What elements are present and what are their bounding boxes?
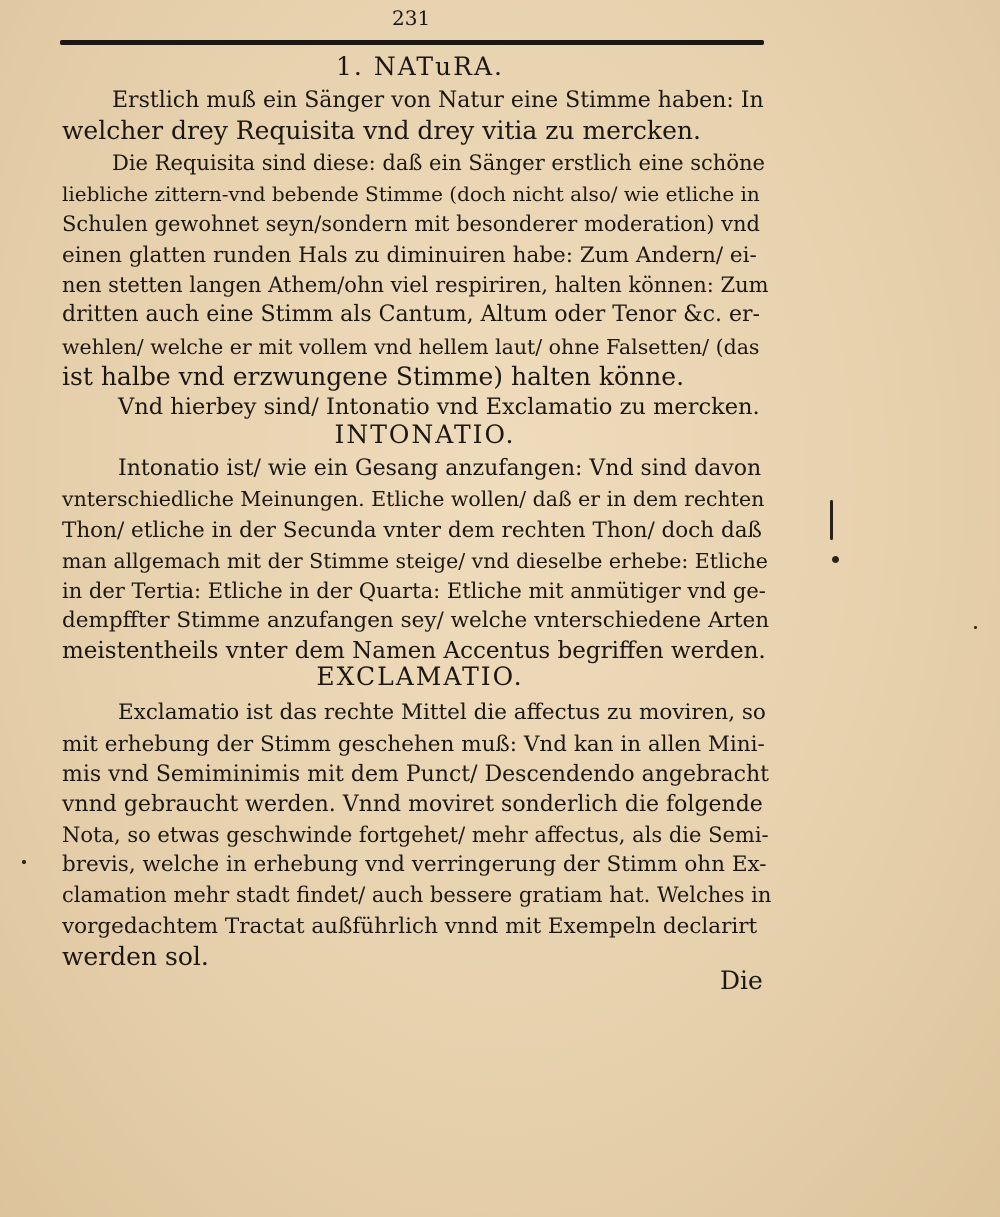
text-line: vnnd gebraucht werden. Vnnd moviret sonderlich die folgende — [62, 792, 763, 817]
page-number: 231 — [392, 6, 431, 30]
text-line: Exclamatio ist das rechte Mittel die affectus zu moviren, so — [118, 700, 766, 725]
text-line: Nota, so etwas geschwinde fortgehet/ mehr affectus, als die Semi- — [62, 823, 769, 847]
text-line: Intonatio ist/ wie ein Gesang anzufangen: Vnd sind davon — [118, 456, 762, 481]
ink-speck — [22, 860, 26, 864]
text-line: welcher drey Requisita vnd drey vitia zu mercken. — [62, 116, 701, 145]
header-rule — [60, 40, 764, 45]
text-line: einen glatten runden Hals zu diminuiren habe: Zum Andern/ ei- — [62, 243, 757, 268]
heading-exclamatio: EXCLAMATIO. — [316, 662, 524, 691]
text-line: dritten auch eine Stimm als Cantum, Altum oder Tenor &c. er- — [62, 302, 760, 327]
text-line: mit erhebung der Stimm geschehen muß: Vnd kan in allen Mini- — [62, 732, 765, 757]
catchword: Die — [720, 966, 763, 995]
text-line: Die Requisita sind diese: daß ein Sänger erstlich eine schöne — [112, 151, 765, 175]
text-line: vorgedachtem Tractat außführlich vnnd mit Exempeln declarirt — [62, 914, 758, 939]
text-line: in der Tertia: Etliche in der Quarta: Etliche mit anmütiger vnd ge- — [62, 579, 766, 603]
text-line: werden sol. — [62, 942, 209, 971]
ink-speck — [832, 556, 839, 563]
ink-mark — [830, 500, 833, 540]
text-line: vnterschiedliche Meinungen. Etliche wollen/ daß er in dem rechten — [62, 487, 765, 511]
text-line: Thon/ etliche in der Secunda vnter dem rechten Thon/ doch daß — [62, 518, 762, 543]
text-line: wehlen/ welche er mit vollem vnd hellem laut/ ohne Falsetten/ (das — [62, 335, 760, 359]
text-line: Schulen gewohnet seyn/sondern mit besonderer moderation) vnd — [62, 212, 760, 236]
heading-natura: 1. NATuRA. — [336, 52, 504, 81]
text-line: man allgemach mit der Stimme steige/ vnd dieselbe erhebe: Etliche — [62, 549, 768, 573]
heading-intonatio: INTONATIO. — [334, 420, 516, 449]
text-line: ist halbe vnd erzwungene Stimme) halten könne. — [62, 362, 685, 391]
text-line: brevis, welche in erhebung vnd verringerung der Stimm ohn Ex- — [62, 852, 767, 877]
text-line: dempffter Stimme anzufangen sey/ welche vnterschiedene Arten — [62, 608, 770, 633]
text-line: meistentheils vnter dem Namen Accentus begriffen werden. — [62, 638, 766, 664]
text-line: mis vnd Semiminimis mit dem Punct/ Descendendo angebracht — [62, 762, 770, 787]
text-line: Vnd hierbey sind/ Intonatio vnd Exclamatio zu mercken. — [118, 394, 760, 420]
text-line: Erstlich muß ein Sänger von Natur eine Stimme haben: In — [112, 88, 764, 113]
text-line: clamation mehr stadt findet/ auch bessere gratiam hat. Welches in — [62, 883, 772, 907]
text-line: nen stetten langen Athem/ohn viel respiriren, halten können: Zum — [62, 273, 769, 297]
text-line: liebliche zittern-vnd bebende Stimme (doch nicht also/ wie etliche in — [62, 182, 760, 206]
ink-speck — [974, 626, 977, 629]
